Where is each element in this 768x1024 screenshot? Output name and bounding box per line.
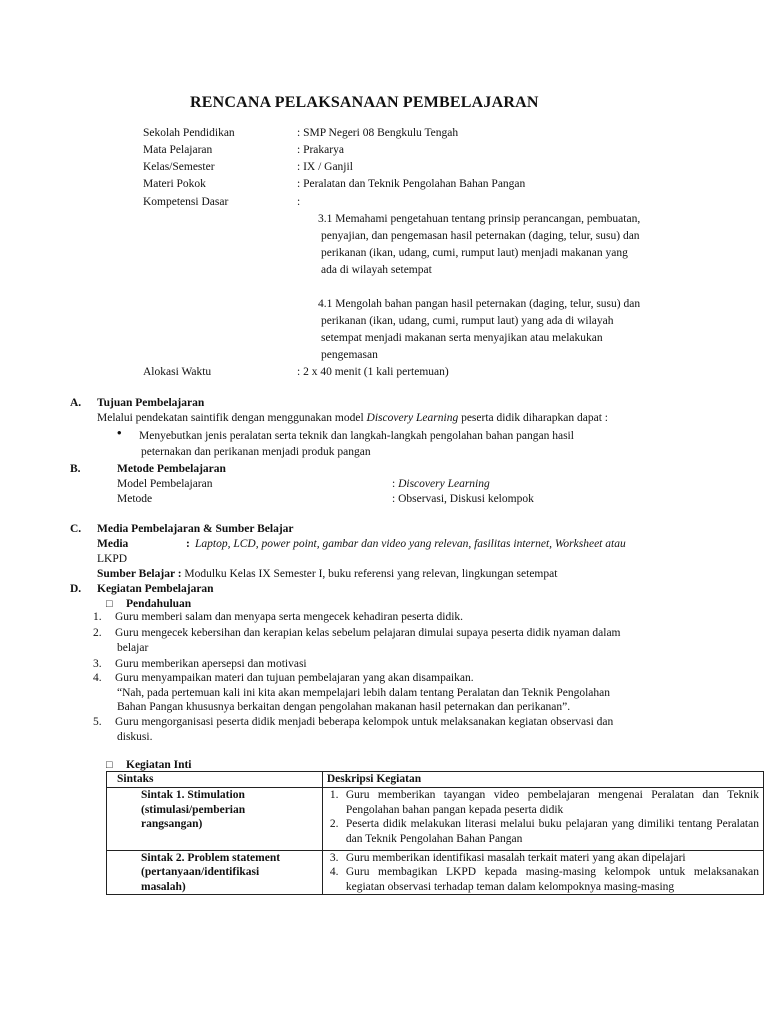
checkbox-icon: □: [106, 598, 113, 610]
list-item: Guru menyampaikan materi dan tujuan pembelajaran yang akan disampaikan.: [115, 672, 474, 684]
section-letter: D.: [70, 583, 82, 595]
section-letter: C.: [70, 523, 82, 535]
media-label: Media: [97, 538, 129, 550]
sintaks-cell: Sintak 2. Problem statement (pertanyaan/identifikasi masalah): [107, 850, 323, 895]
media-value: Laptop, LCD, power point, gambar dan video yang relevan, fasilitas internet, Worksheet atau: [195, 538, 626, 550]
kd-line: 3.1 Memahami pengetahuan tentang prinsip perancangan, pembuatan,: [318, 213, 641, 225]
sumber-belajar: Sumber Belajar : Modulku Kelas IX Semester I, buku referensi yang relevan, lingkungan setempat: [97, 568, 558, 580]
subheading-pendahuluan: Pendahuluan: [126, 598, 192, 610]
list-item: 1. Guru memberikan tayangan video pembelajaran mengenai Peralatan dan Teknik Pengolahan bahan pangan kepada peserta didik: [329, 789, 759, 816]
identity-label: Alokasi Waktu: [143, 366, 212, 378]
identity-label: Materi Pokok: [143, 178, 206, 190]
kd-line: ada di wilayah setempat: [321, 264, 432, 276]
identity-label: Mata Pelajaran: [143, 144, 213, 156]
media-value-cont: LKPD: [97, 553, 128, 565]
list-number: 2.: [93, 627, 102, 639]
checkbox-icon: □: [106, 759, 113, 771]
bullet-icon: •: [117, 425, 122, 440]
list-item: “Nah, pada pertemuan kali ini kita akan mempelajari lebih dalam tentang Peralatan dan Teknik Pengolahan: [117, 687, 610, 699]
section-heading: Media Pembelajaran & Sumber Belajar: [97, 523, 294, 535]
list-item: diskusi.: [117, 731, 153, 743]
identity-label: Kelas/Semester: [143, 161, 215, 173]
list-number: 4.: [93, 672, 102, 684]
identity-value: : 2 x 40 menit (1 kali pertemuan): [297, 366, 449, 378]
list-item: Guru memberikan apersepsi dan motivasi: [115, 658, 307, 670]
table-row: [107, 788, 764, 851]
identity-value: : Peralatan dan Teknik Pengolahan Bahan Pangan: [297, 178, 526, 190]
subheading-kegiatan-inti: Kegiatan Inti: [126, 759, 192, 771]
kd-line: perikanan (ikan, udang, cumi, rumput laut) menjadi makanan yang: [321, 247, 628, 259]
identity-value: : Prakarya: [297, 144, 344, 156]
model-value: : Discovery Learning: [392, 478, 490, 490]
metode-value: : Observasi, Diskusi kelompok: [392, 493, 534, 505]
list-item: 3. Guru memberikan identifikasi masalah terkait materi yang akan dipelajari: [329, 851, 686, 864]
deskripsi-cell: [322, 850, 763, 895]
model-label: Model Pembelajaran: [117, 478, 213, 490]
list-item: belajar: [117, 642, 149, 654]
metode-label: Metode: [117, 493, 153, 505]
kd-line: penyajian, dan pengemasan hasil peternakan (daging, telur, susu) dan: [321, 230, 640, 242]
list-item: 4. Guru membagikan LKPD kepada masing-masing kelompok untuk melaksanakan kegiatan observasi terhadap teman dalam kelompoknya masing-masing: [329, 866, 759, 893]
list-number: 1.: [93, 611, 102, 623]
kd-line: perikanan (ikan, udang, cumi, rumput laut) yang ada di wilayah: [321, 315, 614, 327]
list-item: Bahan Pangan khususnya berkaitan dengan pengolahan makanan hasil peternakan dan perikanan”.: [117, 701, 571, 713]
bullet-text: Menyebutkan jenis peralatan serta teknik dan langkah-langkah pengolahan bahan pangan hasil: [139, 430, 574, 442]
deskripsi-cell: [322, 788, 763, 851]
identity-label: Kompetensi Dasar: [143, 196, 229, 208]
table-header-row: [107, 772, 764, 788]
table-header: Deskripsi Kegiatan: [322, 772, 763, 788]
list-number: 5.: [93, 716, 102, 728]
list-number: 3.: [93, 658, 102, 670]
media-colon: :: [186, 538, 190, 550]
table-header: Sintaks: [107, 772, 323, 788]
section-letter: A.: [70, 397, 82, 409]
identity-value: : SMP Negeri 08 Bengkulu Tengah: [297, 127, 459, 139]
kd-line: 4.1 Mengolah bahan pangan hasil peternakan (daging, telur, susu) dan: [318, 298, 641, 310]
section-heading: Metode Pembelajaran: [117, 463, 226, 475]
kd-line: pengemasan: [321, 349, 378, 361]
identity-value: :: [297, 196, 301, 208]
bullet-text: peternakan dan perikanan menjadi produk pangan: [141, 446, 371, 458]
identity-label: Sekolah Pendidikan: [143, 127, 235, 139]
section-a-intro: Melalui pendekatan saintifik dengan menggunakan model Discovery Learning peserta didik diharapkan dapat :: [97, 412, 608, 424]
list-item: Guru mengorganisasi peserta didik menjadi beberapa kelompok untuk melaksanakan kegiatan observasi dan: [115, 716, 614, 728]
kd-line: setempat menjadi makanan serta menyajikan atau melakukan: [321, 332, 603, 344]
list-item: 2. Peserta didik melakukan literasi melalui buku pelajaran yang dimiliki tentang Peralatan dan Teknik Pengolahan Bahan Pangan: [329, 818, 759, 845]
table-row: [107, 850, 764, 895]
section-heading: Kegiatan Pembelajaran: [97, 583, 214, 595]
sintaks-cell: Sintak 1. Stimulation (stimulasi/pemberian rangsangan): [107, 788, 323, 851]
page-title: RENCANA PELAKSANAAN PEMBELAJARAN: [190, 94, 539, 111]
section-heading: Tujuan Pembelajaran: [97, 397, 205, 409]
section-letter: B.: [70, 463, 81, 475]
identity-value: : IX / Ganjil: [297, 161, 353, 173]
list-item: Guru memberi salam dan menyapa serta mengecek kehadiran peserta didik.: [115, 611, 464, 623]
list-item: Guru mengecek kebersihan dan kerapian kelas sebelum pelajaran dimulai supaya peserta didik nyaman dalam: [115, 627, 621, 639]
kegiatan-inti-table: [106, 771, 764, 895]
